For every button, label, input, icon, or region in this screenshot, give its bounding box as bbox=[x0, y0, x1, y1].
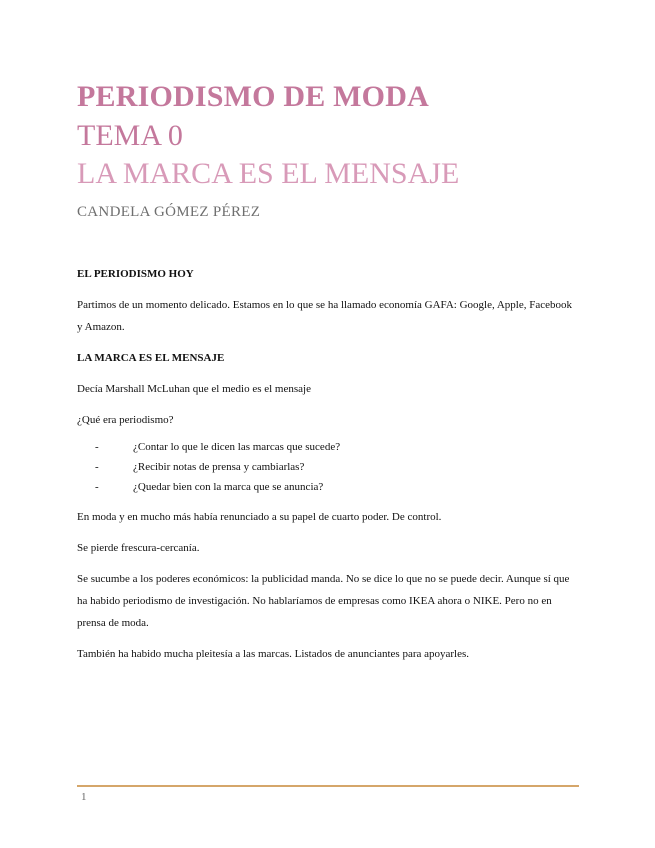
document-subtitle: LA MARCA ES EL MENSAJE bbox=[77, 157, 460, 190]
paragraph: Decía Marshall McLuhan que el medio es el mensaje bbox=[77, 383, 311, 395]
dash-bullet-icon: - bbox=[95, 481, 99, 493]
list-item-text: ¿Contar lo que le dicen las marcas que sucede? bbox=[133, 441, 341, 453]
paragraph: Se sucumbe a los poderes económicos: la publicidad manda. No se dice lo que no se puede decir. Aunque sí que ha habido periodismo de investigación. No hablaríamos de empresas como IKEA ahora o NIKE. Pero no en prensa de moda. bbox=[77, 573, 570, 629]
document-body bbox=[77, 263, 577, 665]
document-author: CANDELA GÓMEZ PÉREZ bbox=[77, 204, 261, 220]
dash-bullet-icon: - bbox=[95, 441, 99, 453]
paragraph: También ha habido mucha pleitesía a las marcas. Listados de anunciantes para apoyarles. bbox=[77, 648, 470, 660]
section-heading-periodismo-hoy: EL PERIODISMO HOY bbox=[77, 268, 194, 280]
question-list bbox=[77, 437, 577, 497]
dash-bullet-icon: - bbox=[95, 461, 99, 473]
list-item-text: ¿Quedar bien con la marca que se anuncia? bbox=[133, 481, 324, 493]
page-number: 1 bbox=[81, 791, 87, 803]
paragraph: ¿Qué era periodismo? bbox=[77, 414, 174, 426]
list-item-text: ¿Recibir notas de prensa y cambiarlas? bbox=[133, 461, 305, 473]
document-tema: TEMA 0 bbox=[77, 119, 183, 152]
document-title: PERIODISMO DE MODA bbox=[77, 80, 429, 113]
list-item bbox=[95, 457, 577, 477]
list-item bbox=[95, 437, 577, 457]
paragraph: Se pierde frescura-cercanía. bbox=[77, 542, 200, 554]
list-item bbox=[95, 477, 577, 497]
paragraph: Partimos de un momento delicado. Estamos en lo que se ha llamado economía GAFA: Google, Apple, Facebook y Amazon. bbox=[77, 299, 572, 333]
section-heading-marca-mensaje: LA MARCA ES EL MENSAJE bbox=[77, 352, 225, 364]
footer-divider bbox=[77, 785, 579, 787]
paragraph: En moda y en mucho más había renunciado a su papel de cuarto poder. De control. bbox=[77, 511, 442, 523]
